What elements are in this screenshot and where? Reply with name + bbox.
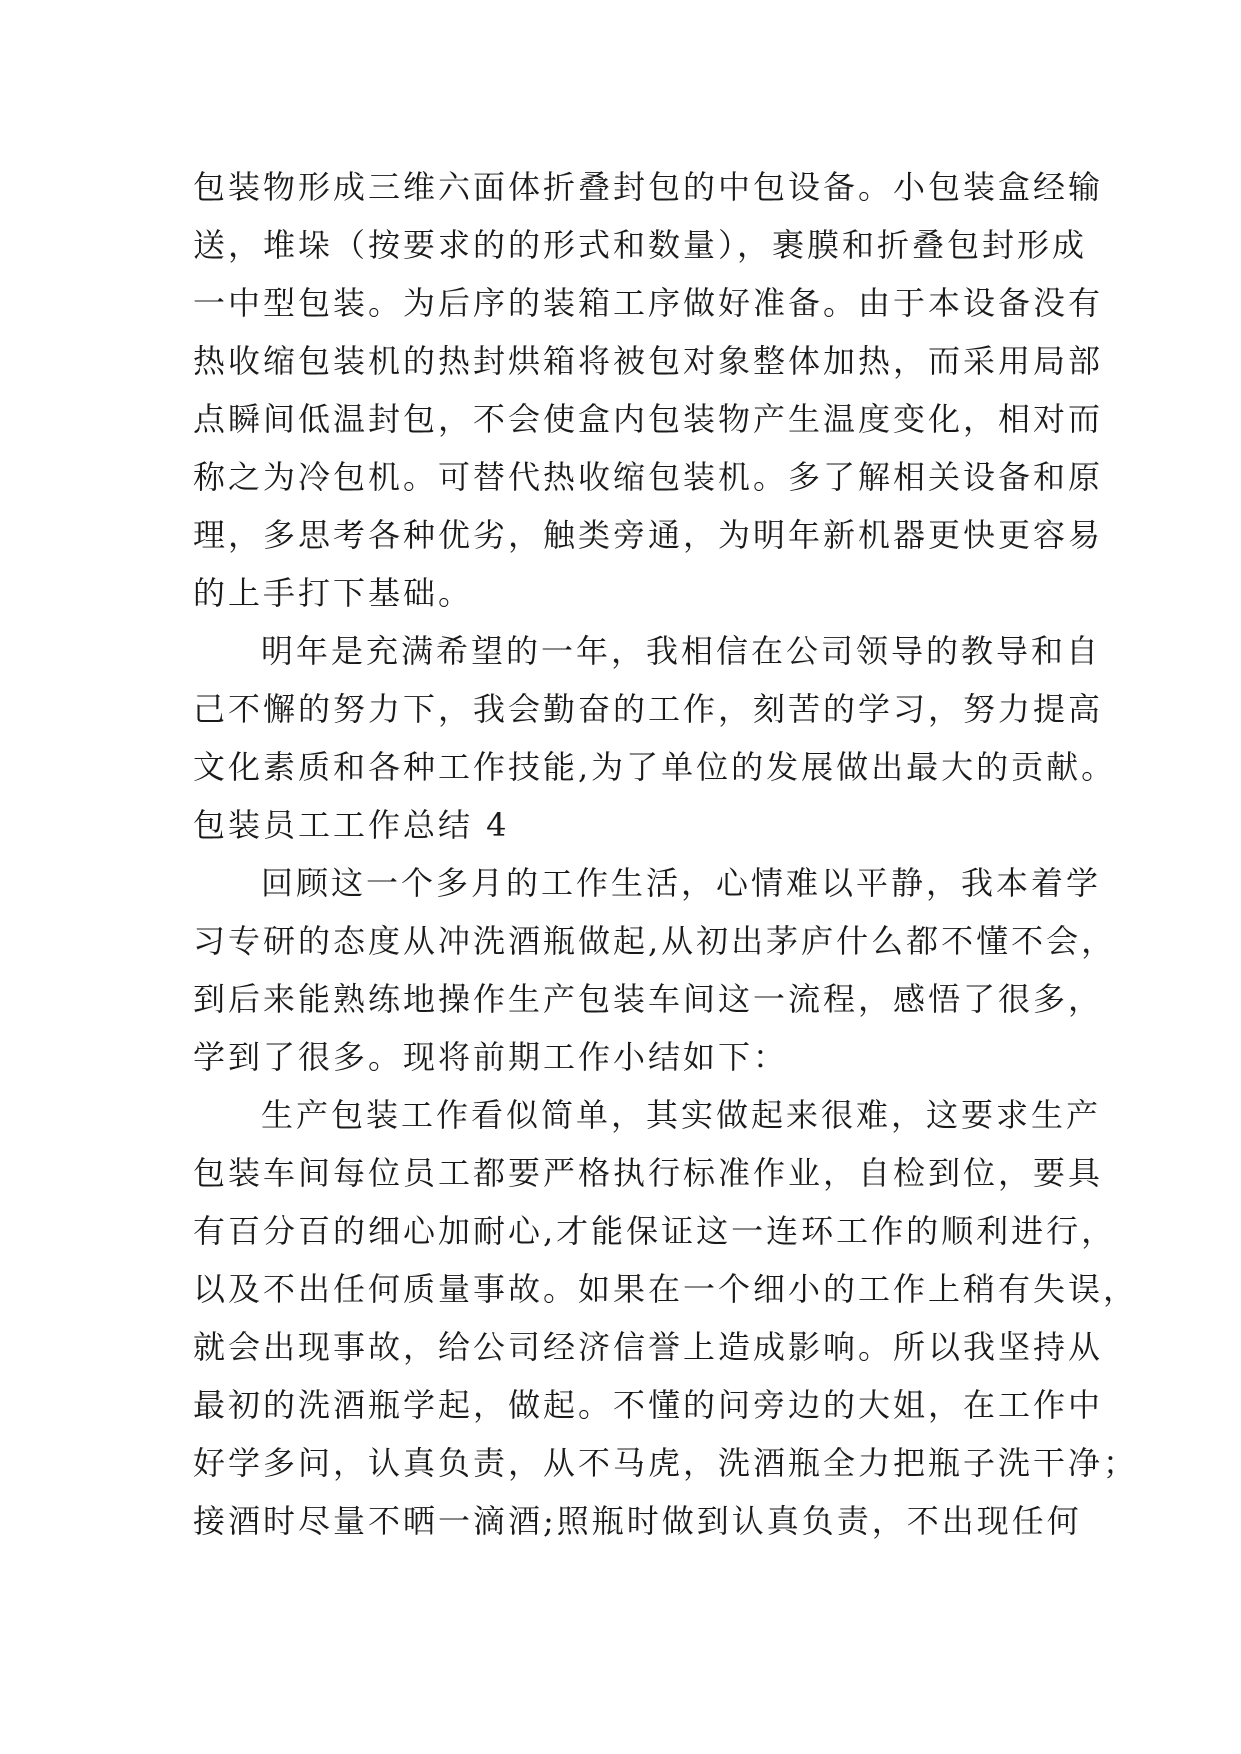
paragraph-first-line: 回顾这一个多月的工作生活，心情难以平静，我本着学 <box>261 864 1102 902</box>
text-line: 有百分百的细心加耐心,才能保证这一连环工作的顺利进行， <box>193 1212 1117 1250</box>
text-line: 包装物形成三维六面体折叠封包的中包设备。小包装盒经输 <box>193 168 1104 206</box>
text-line: 就会出现事故，给公司经济信誉上造成影响。所以我坚持从 <box>193 1328 1104 1366</box>
section-heading: 包装员工工作总结 4 <box>193 806 510 844</box>
text-line: 热收缩包装机的热封烘箱将被包对象整体加热，而采用局部 <box>193 342 1104 380</box>
text-line: 理，多思考各种优劣，触类旁通，为明年新机器更快更容易 <box>193 516 1104 554</box>
paragraph-first-line: 生产包装工作看似简单，其实做起来很难，这要求生产 <box>261 1096 1102 1134</box>
text-line: 送，堆垛（按要求的的形式和数量），裹膜和折叠包封形成 <box>193 226 1088 264</box>
text-line: 的上手打下基础。 <box>193 574 474 612</box>
text-line: 学到了很多。现将前期工作小结如下： <box>193 1038 789 1076</box>
text-line: 习专研的态度从冲洗酒瓶做起,从初出茅庐什么都不懂不会， <box>193 922 1117 960</box>
text-line: 包装车间每位员工都要严格执行标准作业，自检到位，要具 <box>193 1154 1104 1192</box>
text-line: 点瞬间低温封包，不会使盒内包装物产生温度变化，相对而 <box>193 400 1104 438</box>
text-line: 称之为冷包机。可替代热收缩包装机。多了解相关设备和原 <box>193 458 1104 496</box>
paragraph-first-line: 明年是充满希望的一年，我相信在公司领导的教导和自 <box>261 632 1102 670</box>
text-line: 到后来能熟练地操作生产包装车间这一流程，感悟了很多， <box>193 980 1104 1018</box>
document-body <box>193 158 1139 1550</box>
text-line: 好学多问，认真负责，从不马虎，洗酒瓶全力把瓶子洗干净； <box>193 1444 1139 1482</box>
text-line: 以及不出任何质量事故。如果在一个细小的工作上稍有失误， <box>193 1270 1139 1308</box>
text-line: 最初的洗酒瓶学起，做起。不懂的问旁边的大姐，在工作中 <box>193 1386 1104 1424</box>
text-line: 己不懈的努力下，我会勤奋的工作，刻苦的学习，努力提高 <box>193 690 1104 728</box>
text-line: 文化素质和各种工作技能,为了单位的发展做出最大的贡献。 <box>193 748 1117 786</box>
text-line: 一中型包装。为后序的装箱工序做好准备。由于本设备没有 <box>193 284 1104 322</box>
text-line: 接酒时尽量不晒一滴酒;照瓶时做到认真负责，不出现任何 <box>193 1502 1082 1540</box>
